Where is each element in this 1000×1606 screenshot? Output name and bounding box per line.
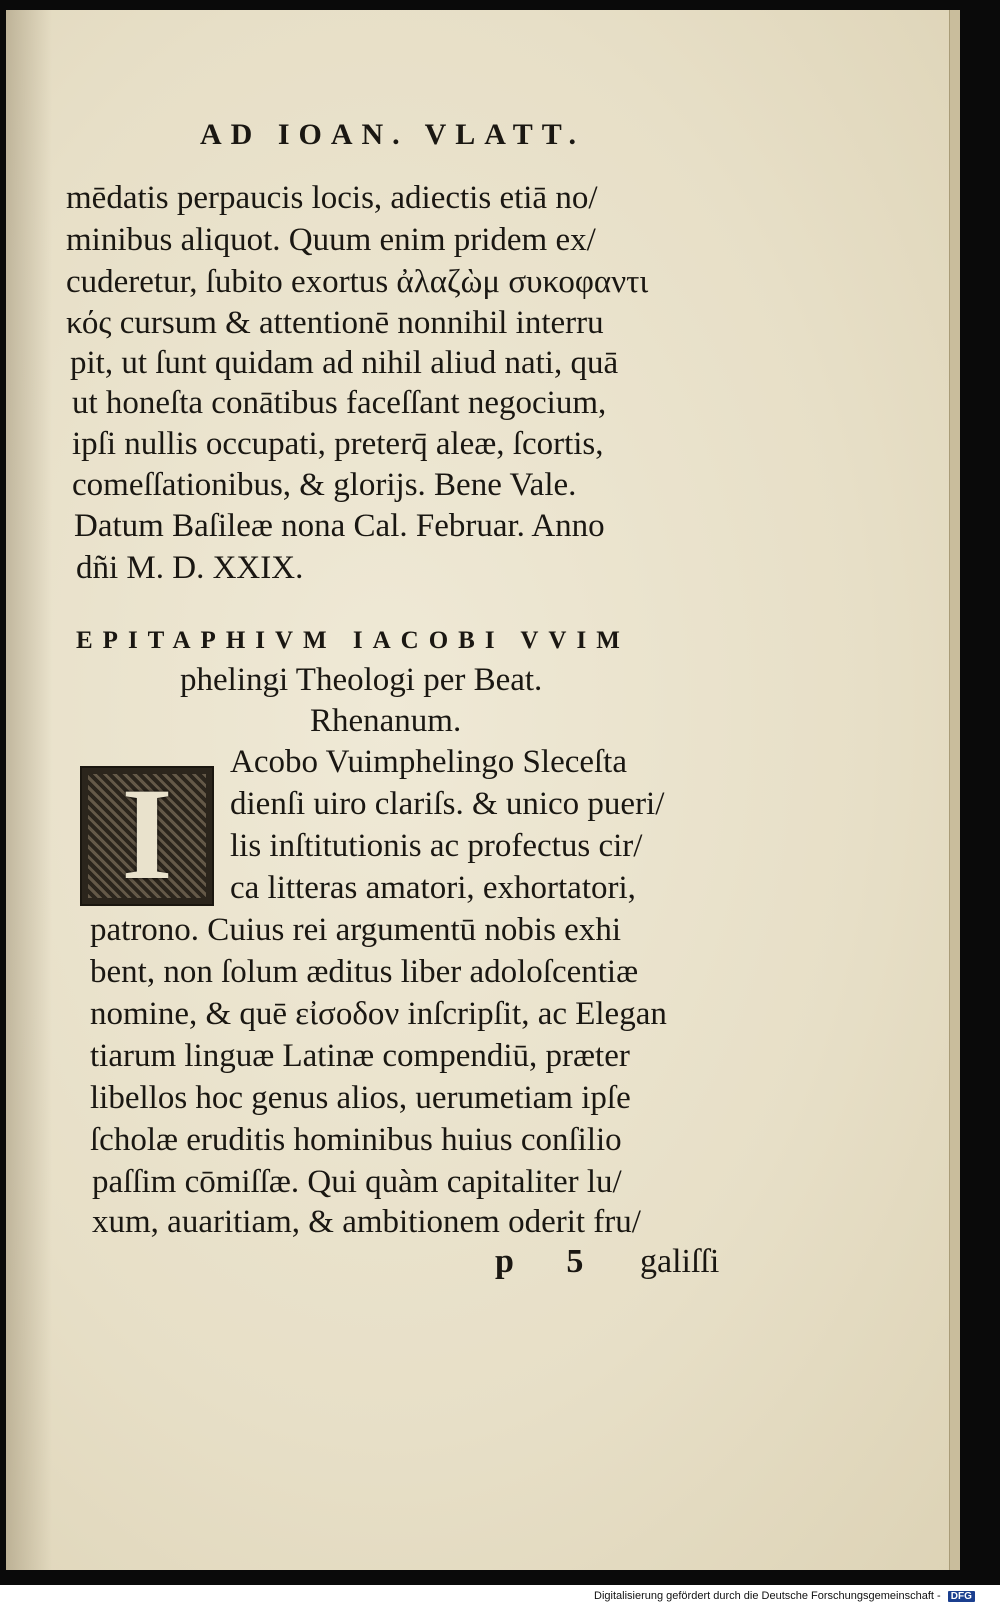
letter-line: ipſi nullis occupati, preterq̄ aleæ, ſcortis,	[72, 426, 604, 462]
epitaph-line: Acobo Vuimphelingo Sleceſta	[230, 744, 627, 780]
initial-letter: I	[121, 766, 173, 906]
epitaph-line: lis inſtitutionis ac profectus cir/	[230, 828, 643, 864]
letter-line: mēdatis perpaucis locis, adiectis etiā no/	[66, 180, 598, 216]
decorated-initial	[80, 766, 214, 906]
running-header: AD IOAN. VLATT.	[200, 118, 586, 151]
letter-line: cuderetur, ſubito exortus ἀλαζὼμ συκοφαντι	[66, 264, 649, 300]
letter-line: minibus aliquot. Quum enim pridem ex/	[66, 222, 596, 258]
epitaph-line: bent, non ſolum æditus liber adoloſcentiæ	[90, 954, 639, 990]
epitaph-line: patrono. Cuius rei argumentū nobis exhi	[90, 912, 621, 948]
epitaph-subtitle: Rhenanum.	[310, 703, 462, 739]
epitaph-line: ca litteras amatori, exhortatori,	[230, 870, 636, 906]
epitaph-line: libellos hoc genus alios, uerumetiam ipſe	[90, 1080, 631, 1116]
epitaph-line: paſſim cōmiſſæ. Qui quàm capitaliter lu/	[92, 1164, 622, 1200]
epitaph-line: ſcholæ eruditis hominibus huius conſilio	[90, 1122, 622, 1158]
letter-line: pit, ut ſunt quidam ad nihil aliud nati, quā	[70, 345, 619, 381]
credit-text: Digitalisierung gefördert durch die Deutsche Forschungsgemeinschaft -	[594, 1590, 941, 1602]
digitization-credit	[594, 1590, 975, 1602]
signature-mark: p 5	[495, 1243, 584, 1280]
letter-line: dñi M. D. XXIX.	[76, 550, 304, 586]
epitaph-subtitle: phelingi Theologi per Beat.	[180, 662, 543, 698]
letter-line: comeſſationibus, & glorijs. Bene Vale.	[72, 467, 577, 503]
dfg-logo: DFG	[948, 1591, 975, 1602]
gutter-shadow	[6, 10, 52, 1570]
letter-line: κός cursum & attentionē nonnihil interru	[66, 305, 604, 341]
epitaph-line: dienſi uiro clariſs. & unico pueri/	[230, 786, 665, 822]
epitaph-line: nomine, & quē εἰσοδον inſcripſit, ac Elegan	[90, 996, 667, 1032]
epitaph-line: tiarum linguæ Latinæ compendiū, præter	[90, 1038, 630, 1074]
letter-line: ut honeſta conātibus faceſſant negocium,	[72, 385, 607, 421]
epitaph-title: EPITAPHIVM IACOBI VVIM	[76, 627, 630, 654]
epitaph-line: xum, auaritiam, & ambitionem oderit fru/	[92, 1204, 641, 1240]
catchword: galiſſi	[640, 1243, 720, 1280]
letter-line: Datum Baſileæ nona Cal. Februar. Anno	[74, 508, 605, 544]
page-edge	[949, 10, 960, 1570]
